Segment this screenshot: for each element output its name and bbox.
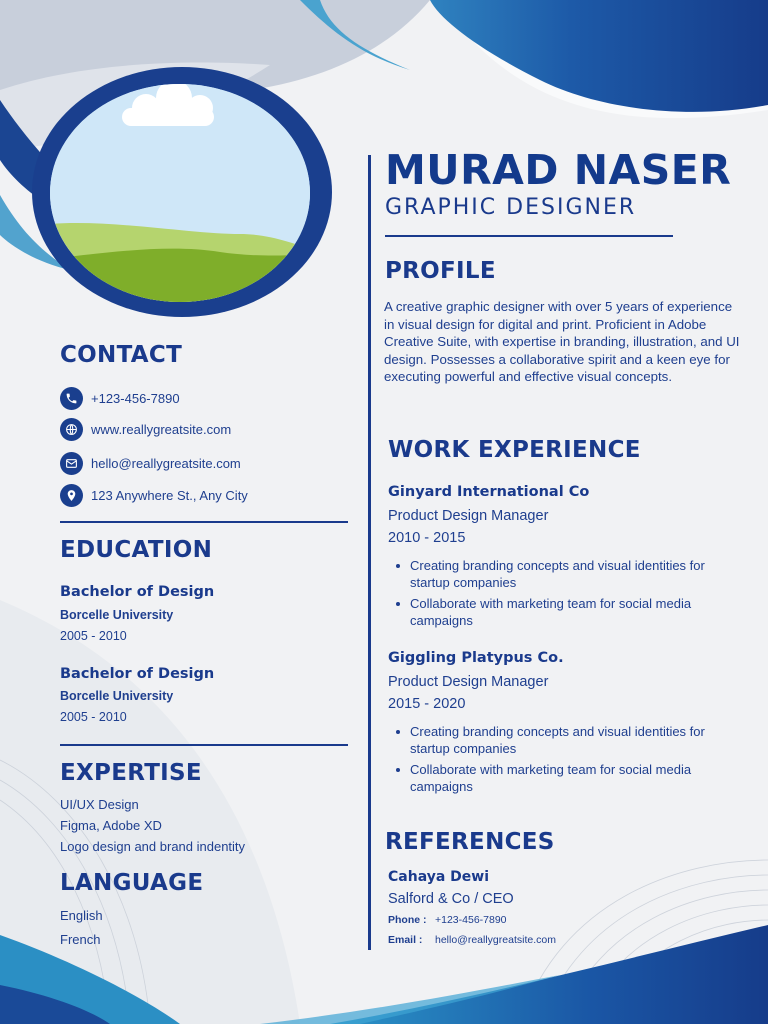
contact-website bbox=[60, 418, 231, 441]
education-years: 2005 - 2010 bbox=[60, 629, 127, 643]
language-item: French bbox=[60, 932, 101, 947]
reference-name: Cahaya Dewi bbox=[388, 869, 490, 885]
contact-email bbox=[60, 452, 241, 475]
contact-phone-text[interactable]: +123-456-7890 bbox=[91, 391, 180, 406]
job-bullet: Collaborate with marketing team for social media campaigns bbox=[410, 596, 748, 629]
language-item: English bbox=[60, 908, 103, 923]
job-bullets bbox=[388, 558, 748, 634]
location-icon bbox=[60, 484, 83, 507]
education-heading: EDUCATION bbox=[60, 537, 213, 563]
education-school: Borcelle University bbox=[60, 689, 174, 703]
education-degree: Bachelor of Design bbox=[60, 666, 215, 682]
reference-phone-label: Phone : bbox=[388, 914, 427, 926]
contact-phone bbox=[60, 387, 180, 410]
vertical-divider bbox=[368, 155, 371, 950]
reference-company: Salford & Co / CEO bbox=[388, 891, 514, 907]
profile-heading: PROFILE bbox=[385, 258, 496, 284]
phone-icon bbox=[60, 387, 83, 410]
education-school: Borcelle University bbox=[60, 608, 174, 622]
job-position: Product Design Manager bbox=[388, 674, 549, 690]
person-name: MURAD NASER bbox=[385, 146, 732, 194]
contact-rule bbox=[60, 521, 348, 523]
job-years: 2015 - 2020 bbox=[388, 696, 466, 712]
reference-phone-value[interactable]: +123-456-7890 bbox=[435, 914, 507, 926]
contact-address bbox=[60, 484, 248, 507]
expertise-item: Figma, Adobe XD bbox=[60, 818, 162, 833]
contact-address-text: 123 Anywhere St., Any City bbox=[91, 488, 248, 503]
job-years: 2010 - 2015 bbox=[388, 530, 466, 546]
job-bullet: Creating branding concepts and visual identities for startup companies bbox=[410, 724, 748, 757]
education-years: 2005 - 2010 bbox=[60, 710, 127, 724]
reference-email bbox=[388, 934, 556, 946]
reference-email-label: Email : bbox=[388, 934, 423, 946]
job-company: Ginyard International Co bbox=[388, 484, 590, 500]
reference-email-value[interactable]: hello@reallygreatsite.com bbox=[435, 934, 556, 946]
job-bullet: Creating branding concepts and visual identities for startup companies bbox=[410, 558, 748, 591]
references-heading: REFERENCES bbox=[385, 829, 555, 855]
contact-email-text[interactable]: hello@reallygreatsite.com bbox=[91, 456, 241, 471]
job-bullets bbox=[388, 724, 748, 800]
reference-phone bbox=[388, 914, 507, 926]
education-degree: Bachelor of Design bbox=[60, 584, 215, 600]
avatar-photo bbox=[50, 84, 310, 302]
job-bullet: Collaborate with marketing team for social media campaigns bbox=[410, 762, 748, 795]
contact-website-text[interactable]: www.reallygreatsite.com bbox=[91, 422, 232, 437]
expertise-heading: EXPERTISE bbox=[60, 760, 202, 786]
landscape-image bbox=[50, 84, 310, 302]
expertise-item: UI/UX Design bbox=[60, 797, 139, 812]
header-rule bbox=[385, 235, 673, 237]
language-heading: LANGUAGE bbox=[60, 870, 204, 896]
mail-icon bbox=[60, 452, 83, 475]
contact-heading: CONTACT bbox=[60, 342, 183, 368]
job-company: Giggling Platypus Co. bbox=[388, 650, 564, 666]
work-heading: WORK EXPERIENCE bbox=[388, 437, 641, 463]
expertise-item: Logo design and brand indentity bbox=[60, 839, 246, 854]
job-position: Product Design Manager bbox=[388, 508, 549, 524]
profile-text: A creative graphic designer with over 5 years of experience in visual design for digital and print. Proficient in Adobe Creative Suite, with expertise in branding, illustration, and UI design. Possesses a collaborative spirit and a keen eye for executing powerful and effective visual concepts. bbox=[384, 299, 740, 385]
job-title: GRAPHIC DESIGNER bbox=[385, 195, 637, 220]
globe-icon bbox=[60, 418, 83, 441]
education-rule bbox=[60, 744, 348, 746]
